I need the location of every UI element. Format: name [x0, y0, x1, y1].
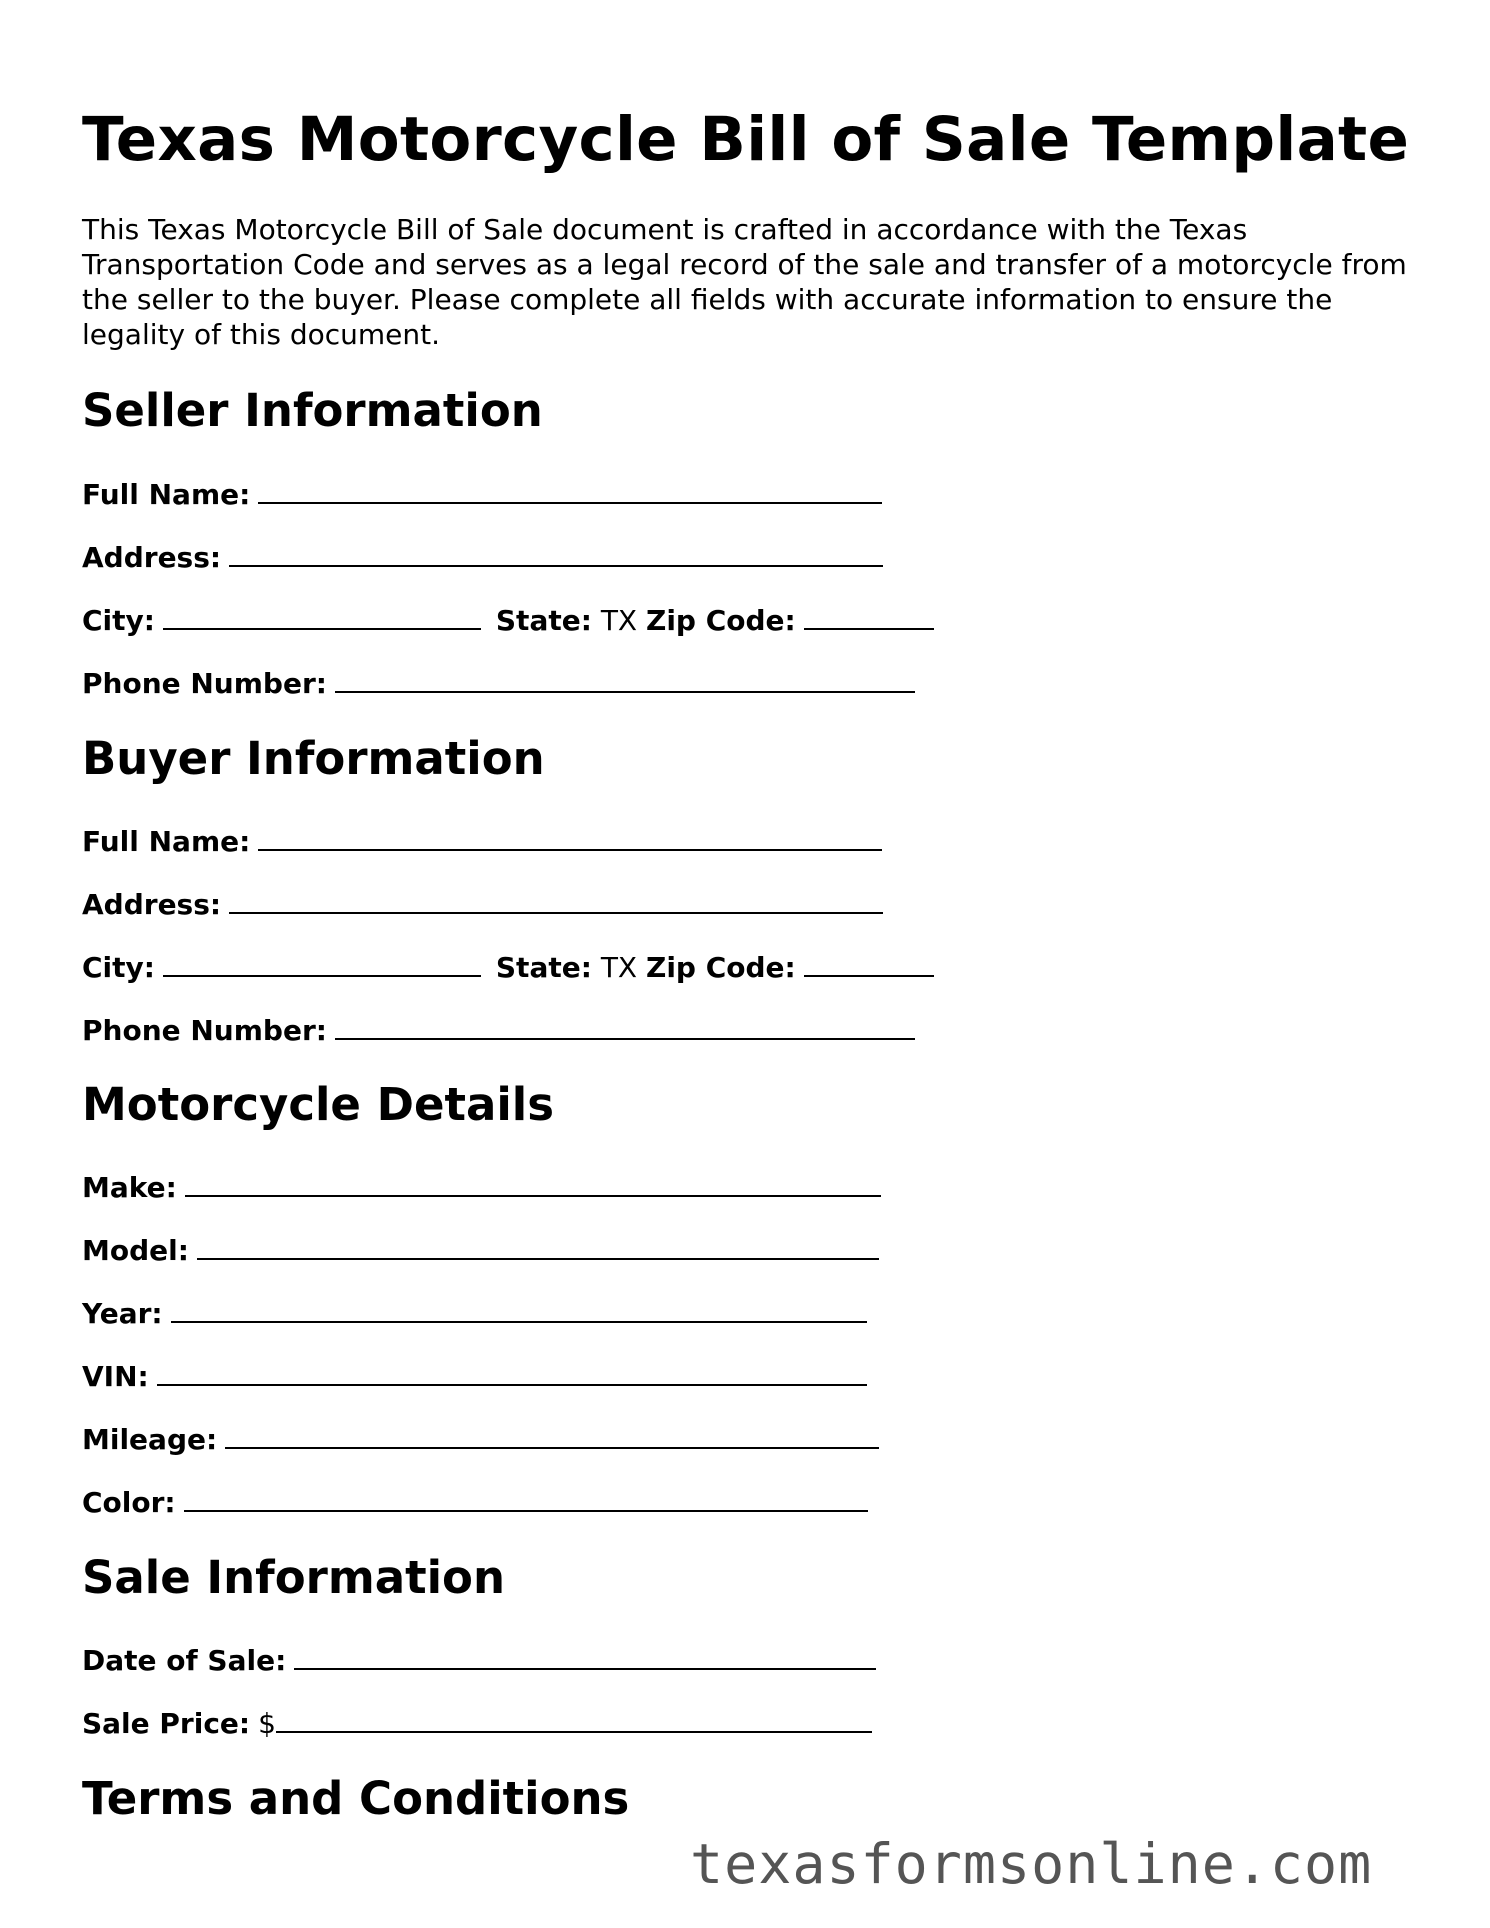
seller-zip-field[interactable] [804, 598, 934, 630]
color-field[interactable] [184, 1480, 868, 1512]
buyer-state-value: TX [600, 951, 638, 984]
color-label: Color: [82, 1486, 176, 1519]
sale-price-label: Sale Price: [82, 1707, 251, 1740]
sale-price-field[interactable] [276, 1701, 872, 1733]
seller-section-heading: Seller Information [82, 384, 543, 437]
make-row [82, 1165, 881, 1205]
seller-phone-label: Phone Number: [82, 667, 327, 700]
year-field[interactable] [171, 1291, 867, 1323]
buyer-state-label: State: [495, 951, 592, 984]
seller-phone-field[interactable] [335, 661, 915, 693]
seller-full-name-row [82, 472, 882, 512]
vin-field[interactable] [157, 1354, 867, 1386]
date-of-sale-label: Date of Sale: [82, 1644, 287, 1677]
mileage-row [82, 1417, 879, 1457]
motorcycle-section-heading: Motorcycle Details [82, 1078, 554, 1131]
year-row [82, 1291, 867, 1331]
buyer-city-field[interactable] [163, 945, 481, 977]
seller-address-row [82, 535, 883, 575]
intro-paragraph: This Texas Motorcycle Bill of Sale document is crafted in accordance with the Texas Transportation Code and serves as a legal record of the sale and transfer of a motorcycle from the seller to the buyer. Please complete all fields with accurate information to ensure the legality of this document. [82, 213, 1407, 351]
seller-full-name-field[interactable] [258, 472, 882, 504]
seller-city-label: City: [82, 604, 155, 637]
buyer-address-label: Address: [82, 888, 222, 921]
model-field[interactable] [197, 1228, 879, 1260]
buyer-phone-label: Phone Number: [82, 1014, 327, 1047]
seller-phone-row [82, 661, 915, 701]
model-label: Model: [82, 1234, 189, 1267]
date-of-sale-row [82, 1638, 876, 1678]
buyer-city-label: City: [82, 951, 155, 984]
mileage-label: Mileage: [82, 1423, 218, 1456]
seller-address-label: Address: [82, 541, 222, 574]
terms-section-heading: Terms and Conditions [82, 1772, 630, 1825]
color-row [82, 1480, 868, 1520]
buyer-zip-field[interactable] [804, 945, 934, 977]
buyer-full-name-label: Full Name: [82, 825, 251, 858]
buyer-phone-row [82, 1008, 915, 1048]
seller-city-state-zip-row [82, 598, 934, 638]
buyer-phone-field[interactable] [335, 1008, 915, 1040]
vin-row [82, 1354, 867, 1394]
mileage-field[interactable] [225, 1417, 879, 1449]
seller-zip-label: Zip Code: [646, 604, 796, 637]
sale-section-heading: Sale Information [82, 1551, 505, 1604]
dollar-sign: $ [258, 1707, 276, 1740]
buyer-address-row [82, 882, 883, 922]
buyer-full-name-field[interactable] [258, 819, 882, 851]
seller-address-field[interactable] [229, 535, 883, 567]
year-label: Year: [82, 1297, 163, 1330]
seller-state-label: State: [495, 604, 592, 637]
buyer-city-state-zip-row [82, 945, 934, 985]
site-watermark: texasformsonline.com [690, 1832, 1373, 1896]
model-row [82, 1228, 879, 1268]
buyer-full-name-row [82, 819, 882, 859]
date-of-sale-field[interactable] [294, 1638, 876, 1670]
vin-label: VIN: [82, 1360, 149, 1393]
buyer-zip-label: Zip Code: [646, 951, 796, 984]
make-label: Make: [82, 1171, 177, 1204]
make-field[interactable] [185, 1165, 881, 1197]
buyer-address-field[interactable] [229, 882, 883, 914]
seller-state-value: TX [600, 604, 638, 637]
seller-city-field[interactable] [163, 598, 481, 630]
document-title: Texas Motorcycle Bill of Sale Template [82, 104, 1410, 175]
seller-full-name-label: Full Name: [82, 478, 251, 511]
buyer-section-heading: Buyer Information [82, 732, 545, 785]
sale-price-row [82, 1701, 872, 1741]
